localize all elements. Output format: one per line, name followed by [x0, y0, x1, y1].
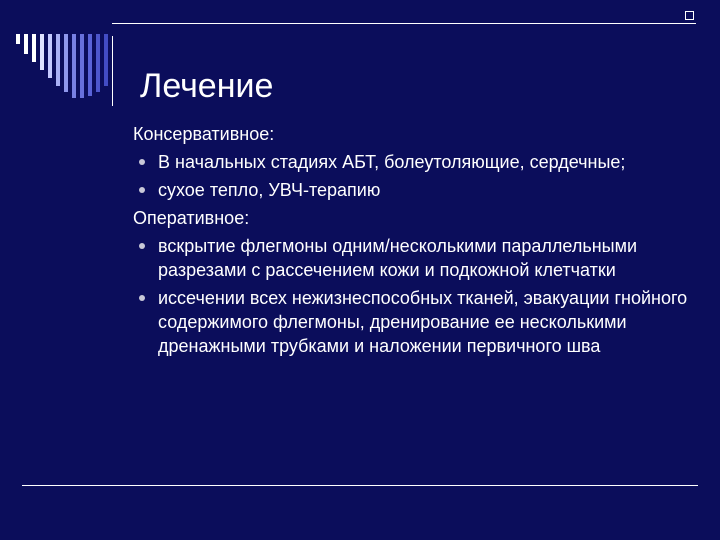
- section-heading: Консервативное:: [133, 124, 275, 144]
- slide-content: [133, 122, 703, 362]
- slide-title: Лечение: [140, 67, 274, 105]
- decorative-stripes: [16, 34, 136, 104]
- bullet-text: В начальных стадиях АБТ, болеутоляющие, сердечные;: [158, 152, 626, 172]
- bottom-divider-line: [22, 485, 698, 486]
- bullet-item: [133, 286, 703, 358]
- corner-square-decoration: [685, 11, 694, 20]
- top-divider-line: [112, 23, 696, 24]
- vertical-divider-line: [112, 36, 113, 106]
- bullet-list: [133, 234, 703, 358]
- bullet-dot-icon: [139, 159, 145, 165]
- bullet-text: иссечении всех нежизнеспособных тканей, эвакуации гнойного содержимого флегмоны, дренирование ее несколькими дренажными трубками и наложении первичного шва: [158, 288, 688, 356]
- bullet-list: [133, 150, 703, 202]
- bullet-dot-icon: [139, 243, 145, 249]
- bullet-dot-icon: [139, 295, 145, 301]
- bullet-text: вскрытие флегмоны одним/несколькими параллельными разрезами с рассечением кожи и подкожной клетчатки: [158, 236, 638, 280]
- bullet-item: [133, 150, 703, 174]
- stripes-graphic: [16, 34, 136, 104]
- bullet-dot-icon: [139, 187, 145, 193]
- section-conservative: [133, 122, 703, 202]
- bullet-item: [133, 234, 703, 282]
- section-heading: Оперативное:: [133, 208, 250, 228]
- bullet-text: сухое тепло, УВЧ-терапию: [158, 180, 381, 200]
- section-operative: [133, 206, 703, 358]
- bullet-item: [133, 178, 703, 202]
